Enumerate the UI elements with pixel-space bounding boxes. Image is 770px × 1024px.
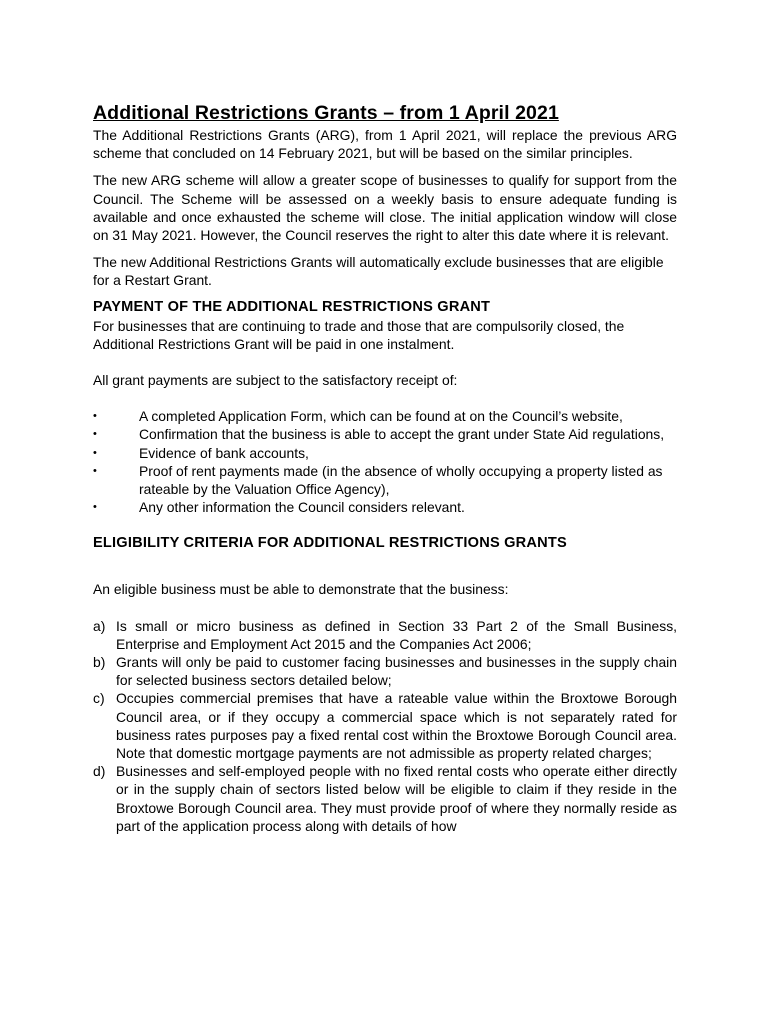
list-item-text: Proof of rent payments made (in the absence of wholly occupying a property listed as rateable by the Valuation Office Agency), [139, 462, 663, 498]
spacer [93, 599, 677, 617]
bullet-symbol: • [93, 464, 97, 477]
list-item-text: Grants will only be paid to customer facing businesses and businesses in the supply chain for selected business sectors detailed below; [116, 654, 677, 689]
list-marker: a) [93, 617, 106, 634]
payment-subject-to: All grant payments are subject to the satisfactory receipt of: [93, 372, 458, 389]
eligibility-intro: An eligible business must be able to demonstrate that the business: [93, 581, 509, 598]
list-item [93, 689, 677, 762]
list-item-text: Evidence of bank accounts, [139, 444, 309, 461]
list-item-text: Businesses and self-employed people with no fixed rental costs who operate either directly or in the supply chain of sectors listed below will be eligible to claim if they reside in the Broxtowe Borough Council area. They must provide proof of where they normally reside as part of the application process along with details of how [116, 763, 677, 834]
list-item-text: Occupies commercial premises that have a rateable value within the Broxtowe Borough Council area, or if they occupy a commercial space which is not separately rated for business rates purposes pay a fixed rental cost within the Broxtowe Borough Council area. Note that domestic mortgage payments are not admissible as property related charges; [116, 690, 677, 762]
list-item-text: Is small or micro business as defined in Section 33 Part 2 of the Small Business, Enterprise and Employment Act 2015 and the Companies Act 2006; [116, 617, 677, 652]
intro-paragraph-3: The new Additional Restrictions Grants will automatically exclude businesses that are eligible for a Restart Grant. [93, 254, 664, 289]
list-item-text: Any other information the Council considers relevant. [139, 499, 465, 516]
list-item [93, 462, 677, 498]
payment-paragraph: For businesses that are continuing to trade and those that are compulsorily closed, the Additional Restrictions Grant will be paid in one instalment. [93, 317, 625, 352]
eligibility-criteria-list [93, 617, 677, 835]
list-item [93, 425, 677, 443]
list-item [93, 444, 677, 462]
list-item-text: A completed Application Form, which can be found at on the Council’s website, [139, 408, 623, 425]
spacer [93, 353, 677, 371]
document-body [93, 101, 677, 835]
payment-heading: PAYMENT OF THE ADDITIONAL RESTRICTIONS GRANT [93, 298, 491, 315]
eligibility-heading: ELIGIBILITY CRITERIA FOR ADDITIONAL RESTRICTIONS GRANTS [93, 535, 567, 552]
list-item-text: Confirmation that the business is able to accept the grant under State Aid regulations, [139, 426, 665, 443]
list-item [93, 498, 677, 516]
spacer [93, 516, 677, 534]
spacer [93, 553, 677, 580]
bullet-symbol: • [93, 410, 97, 423]
intro-paragraph-2: The new ARG scheme will allow a greater scope of businesses to qualify for support from the Council. The Scheme will be assessed on a weekly basis to ensure adequate funding is available and once exhausted the scheme will close. The initial application window will close on 31 May 2021. However, the Council reserves the right to alter this date where it is relevant. [93, 172, 677, 244]
intro-paragraph-1: The Additional Restrictions Grants (ARG), from 1 April 2021, will replace the previous ARG scheme that concluded on 14 February 2021, but will be based on the similar principles. [93, 127, 677, 162]
payment-requirements-list [93, 407, 677, 516]
list-item [93, 653, 677, 689]
spacer [93, 389, 677, 407]
list-marker: c) [93, 690, 105, 707]
bullet-symbol: • [93, 446, 97, 459]
list-item [93, 617, 677, 653]
list-marker: b) [93, 654, 106, 671]
document-title: Additional Restrictions Grants – from 1 April 2021 [93, 102, 559, 124]
bullet-symbol: • [93, 501, 97, 514]
list-item [93, 407, 677, 425]
bullet-symbol: • [93, 428, 97, 441]
list-item [93, 762, 677, 835]
list-marker: d) [93, 763, 106, 780]
